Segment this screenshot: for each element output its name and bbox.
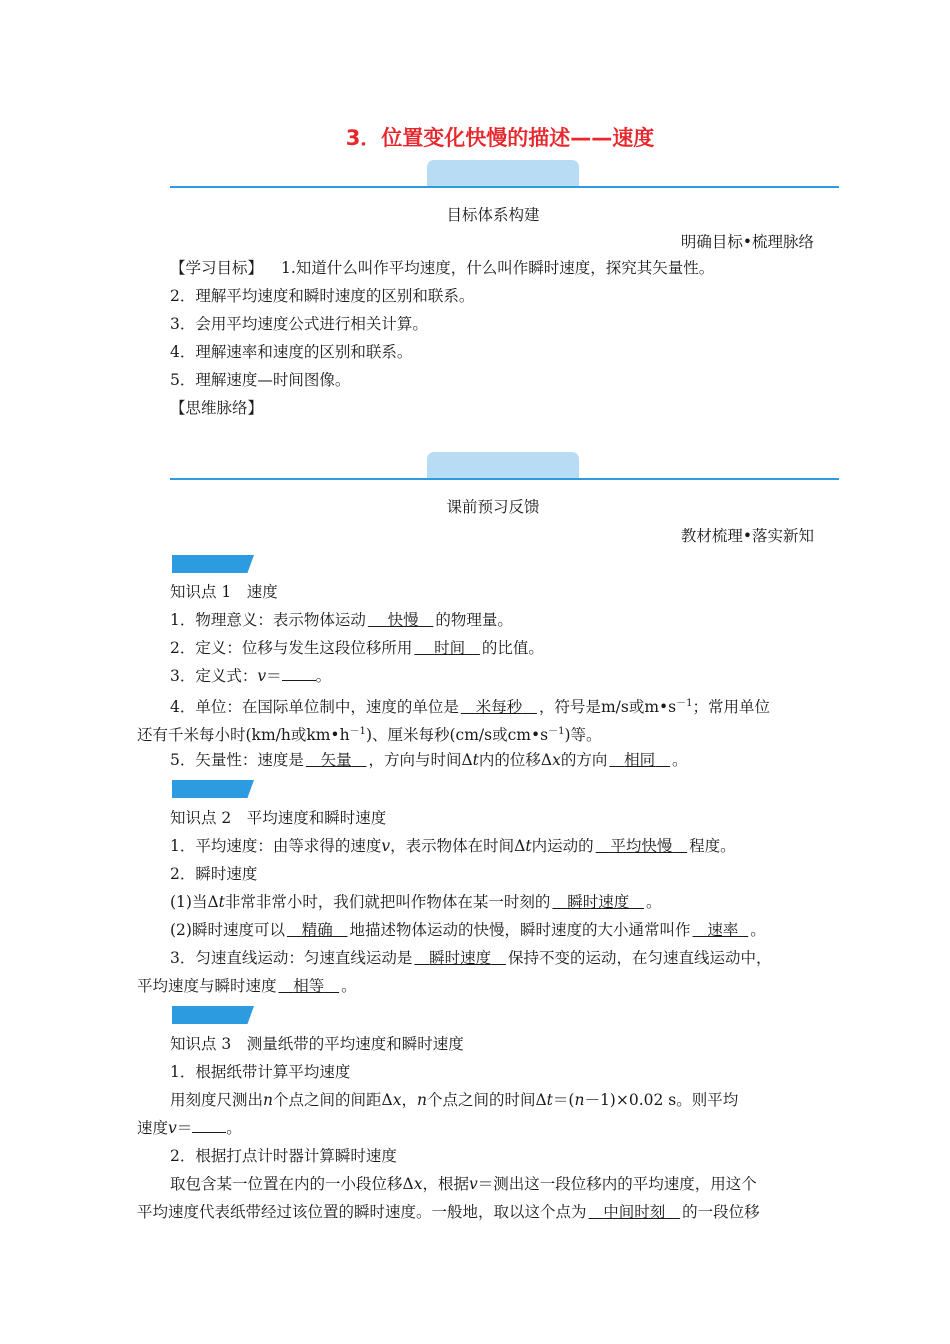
answer-blank: 相等 xyxy=(293,977,325,995)
section-title: 课前预习反馈 xyxy=(446,498,540,516)
kp3-line-6: 平均速度代表纸带经过该位置的瞬时速度。一般地，取以这个点为 中间时刻 的一段位移 xyxy=(137,1203,760,1221)
answer-blank: 速率 xyxy=(707,921,739,939)
section-tab xyxy=(427,160,579,187)
section-subtitle: 教材梳理•落实新知 xyxy=(680,527,814,545)
knowledge-ribbon xyxy=(172,1006,254,1024)
answer-blank: 平均快慢 xyxy=(610,837,673,855)
answer-blank: 矢量 xyxy=(320,751,352,769)
kp2-heading: 知识点 2 平均速度和瞬时速度 xyxy=(170,809,387,827)
kp1-line-4: 4．单位：在国际单位制中，速度的单位是 米每秒 ，符号是m/s或$m•s^{-1}$；常用单位 xyxy=(170,698,771,717)
kp1-line-3: 3．定义式：v＝ 。 xyxy=(170,667,332,685)
section-divider xyxy=(170,186,839,188)
mind-map-label: 【思维脉络】 xyxy=(170,399,264,417)
kp2-line-4: (2)瞬时速度可以 精确 地描述物体运动的快慢，瞬时速度的大小通常叫作 速率 。 xyxy=(170,921,766,939)
kp3-line-2: 用刻度尺测出n个点之间的间距Δx，n个点之间的时间Δt＝(n－1)×0.02 s。则平均 xyxy=(170,1091,739,1109)
answer-blank: 瞬时速度 xyxy=(567,893,630,911)
section-title: 目标体系构建 xyxy=(446,206,540,224)
kp1-heading: 知识点 1 速度 xyxy=(170,583,278,601)
answer-blank: 中间时刻 xyxy=(603,1203,666,1221)
empty-blank xyxy=(192,1118,226,1133)
knowledge-ribbon xyxy=(172,555,254,573)
goal-3: 3．会用平均速度公式进行相关计算。 xyxy=(170,315,428,333)
kp2-line-1: 1．平均速度：由等求得的速度v，表示物体在时间Δt内运动的 平均快慢 程度。 xyxy=(170,837,736,855)
kp2-line-5: 3．匀速直线运动：匀速直线运动是 瞬时速度 保持不变的运动，在匀速直线运动中， xyxy=(170,949,772,967)
answer-blank: 瞬时速度 xyxy=(429,949,492,967)
kp1-line-5: 还有千米每小时(km/h或$km•h^{-1}$)、厘米每秒(cm/s或$cm•s^{-1}$)等。 xyxy=(137,726,602,745)
goal-2: 2．理解平均速度和瞬时速度的区别和联系。 xyxy=(170,287,475,305)
goal-1: 1.知道什么叫作平均速度，什么叫作瞬时速度，探究其矢量性。 xyxy=(281,259,715,277)
kp1-line-6: 5．矢量性：速度是 矢量 ，方向与时间Δt内的位移Δx的方向 相同 。 xyxy=(170,751,688,769)
kp1-line-1: 1．物理意义：表示物体运动 快慢 的物理量。 xyxy=(170,611,513,629)
answer-blank: 米每秒 xyxy=(475,698,523,717)
answer-blank: 快慢 xyxy=(387,611,419,629)
kp3-heading: 知识点 3 测量纸带的平均速度和瞬时速度 xyxy=(170,1035,464,1053)
kp3-line-1: 1．根据纸带计算平均速度 xyxy=(170,1063,351,1081)
kp3-line-5: 取包含某一位置在内的一小段位移Δx，根据v＝测出这一段位移内的平均速度，用这个 xyxy=(170,1175,757,1193)
section-tab xyxy=(427,452,579,479)
answer-blank: 时间 xyxy=(434,639,466,657)
kp2-line-6: 平均速度与瞬时速度 相等 。 xyxy=(137,977,357,995)
kp2-line-3: (1)当Δt非常非常小时，我们就把叫作物体在某一时刻的 瞬时速度 。 xyxy=(170,893,662,911)
kp3-line-4: 2．根据打点计时器计算瞬时速度 xyxy=(170,1147,397,1165)
goal-5: 5．理解速度—时间图像。 xyxy=(170,371,351,389)
answer-blank: 精确 xyxy=(301,921,333,939)
kp1-line-2: 2．定义：位移与发生这段位移所用 时间 的比值。 xyxy=(170,639,544,657)
knowledge-ribbon xyxy=(172,780,254,798)
kp3-line-3: 速度v＝ 。 xyxy=(137,1119,242,1137)
empty-blank xyxy=(282,666,316,681)
page-title: 3．位置变化快慢的描述——速度 xyxy=(345,126,655,150)
answer-blank: 相同 xyxy=(624,751,656,769)
section-subtitle: 明确目标•梳理脉络 xyxy=(680,233,814,251)
goals-line xyxy=(170,258,714,278)
section-divider xyxy=(170,478,839,480)
kp2-line-2: 2．瞬时速度 xyxy=(170,865,258,883)
goal-4: 4．理解速率和速度的区别和联系。 xyxy=(170,343,413,361)
goals-label: 【学习目标】 xyxy=(170,259,264,277)
